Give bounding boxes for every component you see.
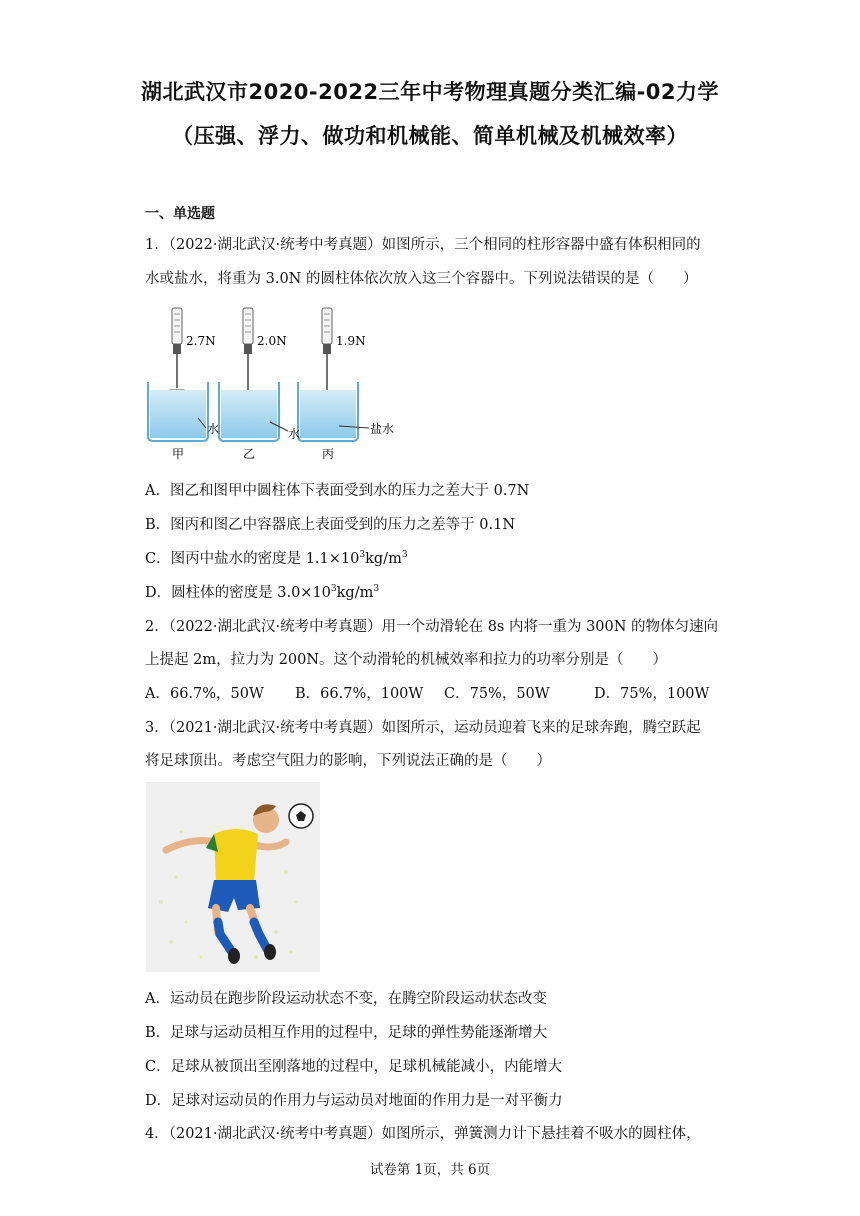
q4-stem-line1: 4．（2021·湖北武汉·统考中考真题）如图所示，弹簧测力计下悬挂着不吸水的圆柱体， [145, 1126, 701, 1142]
q3-figure-soccer-player [146, 782, 320, 972]
beaker-jia [148, 382, 208, 441]
q3-option-b: B．足球与运动员相互作用的过程中，足球的弹性势能逐渐增大 [145, 1025, 548, 1041]
q3-option-a: A．运动员在跑步阶段运动状态不变，在腾空阶段运动状态改变 [145, 991, 547, 1007]
q2-stem-line1: 2．（2022·湖北武汉·统考中考真题）用一个动滑轮在 8s 内将一重为 300N 的物体匀速向 [145, 619, 719, 635]
q1-stem-line2: 水或盐水，将重为 3.0N 的圆柱体依次放入这三个容器中。下列说法错误的是（ ） [145, 271, 698, 287]
q1-option-d: D．圆柱体的密度是 $3.0\times 10^3kg/m^3$ [145, 584, 380, 601]
q1-option-b: B．图丙和图乙中容器底上表面受到的压力之差等于 0.1N [145, 517, 516, 533]
q1-option-a: A．图乙和图甲中圆柱体下表面受到水的压力之差大于 0.7N [145, 483, 530, 499]
label-water-yi: 水 [288, 427, 301, 441]
q3-stem-line2: 将足球顶出。考虑空气阻力的影响，下列说法正确的是（ ） [145, 753, 551, 769]
label-water-jia: 水 [207, 422, 220, 436]
q1-stem-line1: 1．（2022·湖北武汉·统考中考真题）如图所示，三个相同的柱形容器中盛有体积相同的 [145, 237, 701, 253]
q2-option-c: C．75%，50W [444, 686, 550, 702]
caption-yi: 乙 [243, 447, 256, 461]
q2-option-b: B．66.7%，100W [295, 686, 424, 702]
q3-stem-line1: 3．（2021·湖北武汉·统考中考真题）如图所示，运动员迎着飞来的足球奔跑，腾空跃起 [145, 720, 701, 736]
section-heading: 一、单选题 [145, 206, 215, 222]
q2-stem-line2: 上提起 2m，拉力为 200N。这个动滑轮的机械效率和拉力的功率分别是（ ） [145, 652, 668, 668]
caption-bing: 丙 [322, 447, 335, 461]
page-footer: 试卷第 1页，共 6页 [369, 1162, 491, 1178]
q3-option-d: D．足球对运动员的作用力与运动员对地面的作用力是一对平衡力 [145, 1093, 563, 1109]
reading-bing: 1.9N [336, 334, 366, 348]
caption-jia: 甲 [172, 447, 185, 461]
q2-option-d: D．75%，100W [594, 686, 710, 702]
q3-option-c: C．足球从被顶出至刚落地的过程中，足球机械能减小，内能增大 [145, 1059, 563, 1075]
beaker-yi [219, 382, 279, 441]
q1-figure-spring-scales [143, 300, 413, 465]
q1-option-c: C．图丙中盐水的密度是 $1.1\times 10^3kg/m^3$ [145, 550, 408, 567]
document-title-line2: （压强、浮力、做功和机械能、简单机械及机械效率） [172, 124, 688, 148]
q2-option-a: A．66.7%，50W [145, 686, 264, 702]
label-saltwater: 盐水 [370, 422, 395, 436]
document-title-line1: 湖北武汉市2020-2022三年中考物理真题分类汇编-02力学 [140, 80, 720, 104]
beaker-bing [298, 382, 358, 441]
reading-jia: 2.7N [186, 334, 216, 348]
reading-yi: 2.0N [257, 334, 287, 348]
